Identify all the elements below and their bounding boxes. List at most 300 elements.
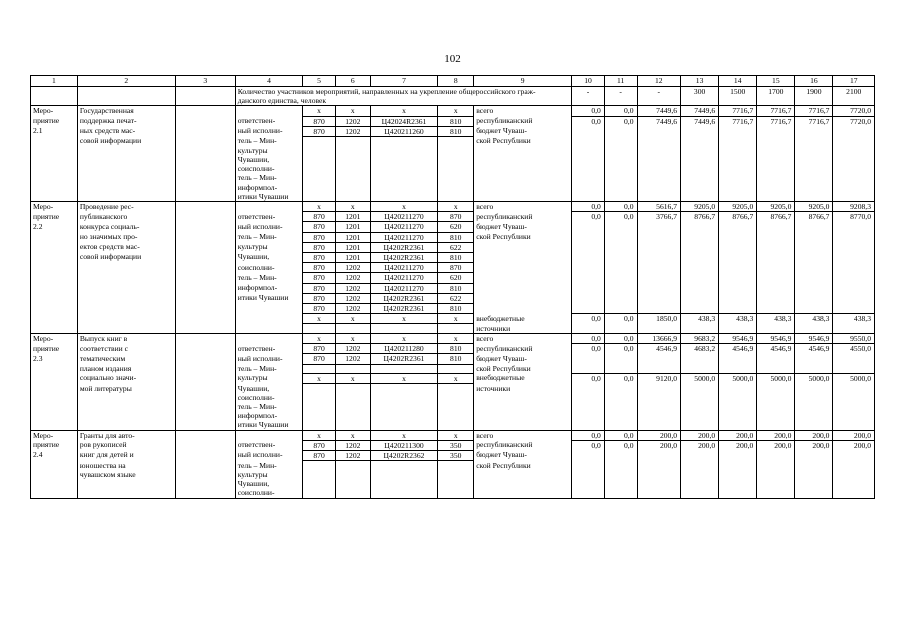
amount-value: 0,0 bbox=[604, 344, 637, 354]
budget-code-c7 bbox=[370, 173, 438, 182]
event-1-row bbox=[31, 183, 875, 192]
event-1-row bbox=[31, 155, 875, 164]
event-col3 bbox=[175, 479, 235, 488]
funding-source: республиканский bbox=[474, 440, 572, 450]
event-col3 bbox=[175, 344, 235, 354]
amount-value bbox=[795, 232, 833, 242]
event-id: Меро- bbox=[31, 201, 78, 211]
amount-value bbox=[795, 222, 833, 232]
budget-code-c6 bbox=[335, 384, 370, 393]
amount-value bbox=[719, 420, 757, 430]
amount-value bbox=[604, 126, 637, 136]
budget-code-c7 bbox=[370, 479, 438, 488]
event-2-row bbox=[31, 232, 875, 242]
event-3-row bbox=[31, 334, 875, 344]
budget-code-c7 bbox=[370, 488, 438, 498]
amount-value bbox=[833, 354, 875, 364]
event-executor bbox=[235, 314, 303, 324]
budget-code-c6 bbox=[335, 411, 370, 420]
event-id: приятие bbox=[31, 212, 78, 222]
amount-value bbox=[572, 146, 605, 155]
budget-table-sheet bbox=[30, 75, 875, 499]
amount-value: 4546,9 bbox=[719, 344, 757, 354]
event-col3 bbox=[175, 411, 235, 420]
amount-value bbox=[833, 173, 875, 182]
budget-code-c5: x bbox=[303, 373, 336, 383]
amount-value bbox=[637, 155, 681, 164]
event-name: Государственная bbox=[77, 106, 175, 116]
event-col3 bbox=[175, 212, 235, 222]
budget-code-c7 bbox=[370, 411, 438, 420]
event-name: но значимых про- bbox=[77, 232, 175, 242]
amount-value bbox=[795, 393, 833, 402]
amount-value bbox=[795, 479, 833, 488]
event-col3 bbox=[175, 252, 235, 262]
amount-value bbox=[757, 263, 795, 273]
amount-value bbox=[757, 393, 795, 402]
event-name: планом издания bbox=[77, 364, 175, 373]
event-executor: культуры bbox=[235, 373, 303, 383]
indicator-value: 2100 bbox=[833, 87, 875, 106]
amount-value bbox=[681, 263, 719, 273]
budget-code-c5 bbox=[303, 164, 336, 173]
event-executor: соисполни- bbox=[235, 164, 303, 173]
event-executor: Чувашии, bbox=[235, 384, 303, 393]
budget-code-c5: x bbox=[303, 314, 336, 324]
funding-source bbox=[474, 303, 572, 313]
amount-value bbox=[637, 411, 681, 420]
amount-value: 0,0 bbox=[572, 373, 605, 383]
event-executor bbox=[235, 106, 303, 116]
amount-value bbox=[833, 146, 875, 155]
funding-source bbox=[474, 242, 572, 252]
budget-code-c6: x bbox=[335, 334, 370, 344]
budget-code-c6 bbox=[335, 155, 370, 164]
amount-value bbox=[637, 470, 681, 479]
amount-value bbox=[572, 283, 605, 293]
amount-value bbox=[637, 293, 681, 303]
amount-value: 0,0 bbox=[604, 430, 637, 440]
event-id bbox=[31, 273, 78, 283]
amount-value bbox=[757, 242, 795, 252]
amount-value bbox=[637, 146, 681, 155]
funding-source: всего bbox=[474, 201, 572, 211]
amount-value bbox=[681, 324, 719, 334]
amount-value: 5000,0 bbox=[681, 373, 719, 383]
event-3-row bbox=[31, 402, 875, 411]
event-name: Проведение рес- bbox=[77, 201, 175, 211]
budget-code-c7: Ц4202R2361 bbox=[370, 293, 438, 303]
event-2-row bbox=[31, 212, 875, 222]
amount-value bbox=[604, 479, 637, 488]
amount-value bbox=[637, 164, 681, 173]
event-col3 bbox=[175, 303, 235, 313]
budget-code-c8: 350 bbox=[438, 450, 474, 460]
event-id bbox=[31, 479, 78, 488]
budget-code-c7: Ц4202R2361 bbox=[370, 252, 438, 262]
amount-value bbox=[719, 402, 757, 411]
event-executor: Чувашии, bbox=[235, 155, 303, 164]
budget-code-c5: 870 bbox=[303, 252, 336, 262]
event-name: поддержка печат- bbox=[77, 116, 175, 126]
amount-value: 9683,2 bbox=[681, 334, 719, 344]
amount-value bbox=[757, 470, 795, 479]
event-2-row bbox=[31, 252, 875, 262]
amount-value bbox=[795, 324, 833, 334]
amount-value bbox=[604, 183, 637, 192]
amount-value bbox=[681, 273, 719, 283]
indicator-value: - bbox=[572, 87, 605, 106]
amount-value bbox=[757, 461, 795, 470]
budget-code-c5: x bbox=[303, 201, 336, 211]
amount-value bbox=[833, 263, 875, 273]
indicator-blank bbox=[175, 87, 235, 106]
budget-code-c5: 870 bbox=[303, 344, 336, 354]
amount-value: 8766,7 bbox=[681, 212, 719, 222]
amount-value: 9205,0 bbox=[795, 201, 833, 211]
amount-value: 4546,9 bbox=[637, 344, 681, 354]
funding-source: ской Республики bbox=[474, 232, 572, 242]
funding-source: республиканский bbox=[474, 212, 572, 222]
amount-value bbox=[833, 252, 875, 262]
column-number-16: 16 bbox=[795, 76, 833, 87]
amount-value: 200,0 bbox=[719, 440, 757, 450]
amount-value bbox=[604, 324, 637, 334]
amount-value bbox=[604, 354, 637, 364]
column-number-header bbox=[31, 76, 875, 87]
budget-code-c8: 620 bbox=[438, 222, 474, 232]
funding-source: бюджет Чуваш- bbox=[474, 126, 572, 136]
event-3-row bbox=[31, 411, 875, 420]
funding-source bbox=[474, 402, 572, 411]
budget-code-c7: x bbox=[370, 106, 438, 116]
funding-source: республиканский bbox=[474, 116, 572, 126]
event-name bbox=[77, 293, 175, 303]
amount-value: 9208,3 bbox=[833, 201, 875, 211]
amount-value bbox=[604, 364, 637, 373]
amount-value: 0,0 bbox=[604, 314, 637, 324]
budget-code-c6: 1201 bbox=[335, 242, 370, 252]
budget-code-c5: x bbox=[303, 334, 336, 344]
amount-value: 9205,0 bbox=[757, 201, 795, 211]
event-executor: Чувашии, bbox=[235, 252, 303, 262]
budget-code-c5 bbox=[303, 146, 336, 155]
budget-code-c8 bbox=[438, 192, 474, 202]
event-executor: тель – Мин- bbox=[235, 402, 303, 411]
amount-value bbox=[795, 411, 833, 420]
amount-value: 7449,6 bbox=[681, 116, 719, 126]
amount-value bbox=[719, 136, 757, 145]
amount-value: 7720,0 bbox=[833, 116, 875, 126]
budget-code-c7: Ц4202R2361 bbox=[370, 303, 438, 313]
event-name: соответствии с bbox=[77, 344, 175, 354]
amount-value bbox=[795, 384, 833, 393]
indicator-value: 300 bbox=[681, 87, 719, 106]
budget-code-c5: x bbox=[303, 430, 336, 440]
budget-code-c7: Ц420211270 bbox=[370, 263, 438, 273]
amount-value bbox=[637, 136, 681, 145]
amount-value bbox=[719, 324, 757, 334]
event-executor: информпол- bbox=[235, 283, 303, 293]
amount-value bbox=[681, 393, 719, 402]
budget-code-c8 bbox=[438, 146, 474, 155]
amount-value bbox=[719, 173, 757, 182]
indicator-value: - bbox=[637, 87, 681, 106]
event-col3 bbox=[175, 430, 235, 440]
event-id: приятие bbox=[31, 344, 78, 354]
event-name: Гранты для авто- bbox=[77, 430, 175, 440]
budget-code-c8: x bbox=[438, 106, 474, 116]
event-col3 bbox=[175, 420, 235, 430]
amount-value bbox=[637, 479, 681, 488]
event-id: приятие bbox=[31, 440, 78, 450]
funding-source bbox=[474, 393, 572, 402]
amount-value bbox=[681, 364, 719, 373]
event-executor: тель – Мин- bbox=[235, 364, 303, 373]
event-executor: соисполни- bbox=[235, 393, 303, 402]
budget-code-c7: Ц420211260 bbox=[370, 126, 438, 136]
amount-value: 200,0 bbox=[681, 430, 719, 440]
funding-source: источники bbox=[474, 384, 572, 393]
indicator-value: 1700 bbox=[757, 87, 795, 106]
amount-value bbox=[572, 479, 605, 488]
budget-code-c5: 870 bbox=[303, 222, 336, 232]
event-col3 bbox=[175, 155, 235, 164]
budget-code-c5: 870 bbox=[303, 212, 336, 222]
amount-value bbox=[795, 242, 833, 252]
budget-code-c7: x bbox=[370, 314, 438, 324]
event-executor: ответствен- bbox=[235, 116, 303, 126]
amount-value bbox=[833, 488, 875, 498]
amount-value bbox=[757, 283, 795, 293]
event-executor: информпол- bbox=[235, 183, 303, 192]
amount-value: 7716,7 bbox=[757, 116, 795, 126]
amount-value bbox=[637, 324, 681, 334]
amount-value: 200,0 bbox=[757, 430, 795, 440]
amount-value: 8766,7 bbox=[795, 212, 833, 222]
amount-value bbox=[757, 222, 795, 232]
budget-code-c8: x bbox=[438, 201, 474, 211]
event-1-row bbox=[31, 136, 875, 145]
amount-value bbox=[637, 126, 681, 136]
event-col3 bbox=[175, 402, 235, 411]
amount-value bbox=[681, 354, 719, 364]
amount-value: 0,0 bbox=[604, 201, 637, 211]
column-number-5: 5 bbox=[303, 76, 336, 87]
budget-code-c5 bbox=[303, 488, 336, 498]
amount-value: 9205,0 bbox=[719, 201, 757, 211]
amount-value: 7716,7 bbox=[795, 106, 833, 116]
budget-code-c7: Ц420211300 bbox=[370, 440, 438, 450]
indicator-blank bbox=[77, 87, 175, 106]
budget-code-c7 bbox=[370, 393, 438, 402]
amount-value bbox=[604, 164, 637, 173]
amount-value bbox=[604, 303, 637, 313]
budget-code-c6 bbox=[335, 192, 370, 202]
amount-value: 0,0 bbox=[604, 440, 637, 450]
event-executor bbox=[235, 201, 303, 211]
funding-source bbox=[474, 252, 572, 262]
budget-code-c7 bbox=[370, 461, 438, 470]
amount-value bbox=[795, 136, 833, 145]
amount-value bbox=[637, 384, 681, 393]
budget-code-c7 bbox=[370, 470, 438, 479]
amount-value: 8766,7 bbox=[719, 212, 757, 222]
event-name bbox=[77, 411, 175, 420]
amount-value bbox=[795, 146, 833, 155]
budget-code-c5: 870 bbox=[303, 126, 336, 136]
amount-value bbox=[637, 232, 681, 242]
amount-value bbox=[681, 384, 719, 393]
amount-value: 7449,6 bbox=[681, 106, 719, 116]
event-1-row bbox=[31, 146, 875, 155]
amount-value bbox=[681, 411, 719, 420]
amount-value bbox=[681, 488, 719, 498]
event-name: ных средств мас- bbox=[77, 126, 175, 136]
event-id bbox=[31, 136, 78, 145]
budget-code-c6: 1202 bbox=[335, 273, 370, 283]
event-executor: итики Чувашии bbox=[235, 420, 303, 430]
amount-value bbox=[757, 488, 795, 498]
budget-code-c8 bbox=[438, 173, 474, 182]
budget-code-c7 bbox=[370, 183, 438, 192]
amount-value bbox=[795, 126, 833, 136]
funding-source bbox=[474, 470, 572, 479]
amount-value bbox=[572, 420, 605, 430]
funding-source: бюджет Чуваш- bbox=[474, 222, 572, 232]
amount-value bbox=[604, 173, 637, 182]
amount-value bbox=[833, 364, 875, 373]
amount-value bbox=[572, 192, 605, 202]
budget-code-c6: 1202 bbox=[335, 354, 370, 364]
funding-source bbox=[474, 155, 572, 164]
event-name: публиканского bbox=[77, 212, 175, 222]
event-executor: культуры bbox=[235, 146, 303, 155]
amount-value: 7716,7 bbox=[795, 116, 833, 126]
amount-value bbox=[719, 364, 757, 373]
event-col3 bbox=[175, 488, 235, 498]
amount-value: 4550,0 bbox=[833, 344, 875, 354]
event-1-row bbox=[31, 164, 875, 173]
event-4-row bbox=[31, 470, 875, 479]
budget-code-c5 bbox=[303, 136, 336, 145]
event-executor: ный исполни- bbox=[235, 450, 303, 460]
budget-code-c5 bbox=[303, 364, 336, 373]
page-number: 102 bbox=[444, 53, 461, 65]
event-3-row bbox=[31, 384, 875, 393]
event-executor: ответствен- bbox=[235, 344, 303, 354]
amount-value bbox=[719, 354, 757, 364]
amount-value bbox=[795, 192, 833, 202]
column-number-10: 10 bbox=[572, 76, 605, 87]
amount-value: 13666,9 bbox=[637, 334, 681, 344]
event-name bbox=[77, 420, 175, 430]
budget-code-c8: 810 bbox=[438, 283, 474, 293]
amount-value: 0,0 bbox=[572, 314, 605, 324]
amount-value bbox=[795, 183, 833, 192]
amount-value: 9546,9 bbox=[757, 334, 795, 344]
amount-value bbox=[637, 461, 681, 470]
budget-code-c7: x bbox=[370, 430, 438, 440]
amount-value bbox=[681, 146, 719, 155]
budget-code-c8: 622 bbox=[438, 242, 474, 252]
event-2-row bbox=[31, 324, 875, 334]
event-name bbox=[77, 314, 175, 324]
event-id: Меро- bbox=[31, 430, 78, 440]
budget-code-c5 bbox=[303, 173, 336, 182]
event-col3 bbox=[175, 364, 235, 373]
amount-value bbox=[572, 232, 605, 242]
amount-value bbox=[637, 303, 681, 313]
event-executor: итики Чувашии bbox=[235, 192, 303, 202]
column-number-3: 3 bbox=[175, 76, 235, 87]
budget-code-c5: 870 bbox=[303, 242, 336, 252]
amount-value: 7449,6 bbox=[637, 106, 681, 116]
amount-value bbox=[604, 146, 637, 155]
amount-value bbox=[604, 293, 637, 303]
event-id bbox=[31, 373, 78, 383]
budget-code-c6: x bbox=[335, 201, 370, 211]
amount-value: 7449,6 bbox=[637, 116, 681, 126]
budget-code-c6: 1201 bbox=[335, 212, 370, 222]
funding-source bbox=[474, 411, 572, 420]
event-col3 bbox=[175, 173, 235, 182]
amount-value bbox=[833, 273, 875, 283]
budget-code-c8: 810 bbox=[438, 116, 474, 126]
budget-code-c6 bbox=[335, 420, 370, 430]
budget-code-c8 bbox=[438, 164, 474, 173]
amount-value bbox=[604, 192, 637, 202]
amount-value bbox=[795, 155, 833, 164]
event-id bbox=[31, 183, 78, 192]
column-number-15: 15 bbox=[757, 76, 795, 87]
amount-value bbox=[833, 183, 875, 192]
budget-code-c5 bbox=[303, 183, 336, 192]
event-col3 bbox=[175, 183, 235, 192]
event-executor: тель – Мин- bbox=[235, 461, 303, 470]
amount-value: 0,0 bbox=[572, 106, 605, 116]
event-col3 bbox=[175, 384, 235, 393]
column-number-6: 6 bbox=[335, 76, 370, 87]
amount-value: 200,0 bbox=[757, 440, 795, 450]
amount-value: 1850,0 bbox=[637, 314, 681, 324]
budget-code-c8: x bbox=[438, 334, 474, 344]
amount-value: 5000,0 bbox=[833, 373, 875, 383]
budget-code-c8: x bbox=[438, 373, 474, 383]
amount-value: 200,0 bbox=[681, 440, 719, 450]
budget-code-c8 bbox=[438, 364, 474, 373]
amount-value bbox=[572, 402, 605, 411]
budget-code-c7 bbox=[370, 420, 438, 430]
budget-code-c5 bbox=[303, 479, 336, 488]
budget-code-c6: 1202 bbox=[335, 126, 370, 136]
amount-value bbox=[681, 173, 719, 182]
amount-value: 0,0 bbox=[572, 344, 605, 354]
event-col3 bbox=[175, 470, 235, 479]
event-executor: информпол- bbox=[235, 411, 303, 420]
event-id bbox=[31, 393, 78, 402]
amount-value: 200,0 bbox=[795, 440, 833, 450]
budget-code-c8 bbox=[438, 393, 474, 402]
event-name bbox=[77, 146, 175, 155]
amount-value bbox=[795, 450, 833, 460]
budget-code-c7: x bbox=[370, 201, 438, 211]
event-col3 bbox=[175, 126, 235, 136]
budget-code-c5: 870 bbox=[303, 232, 336, 242]
budget-code-c7: x bbox=[370, 373, 438, 383]
event-id bbox=[31, 303, 78, 313]
amount-value bbox=[681, 136, 719, 145]
